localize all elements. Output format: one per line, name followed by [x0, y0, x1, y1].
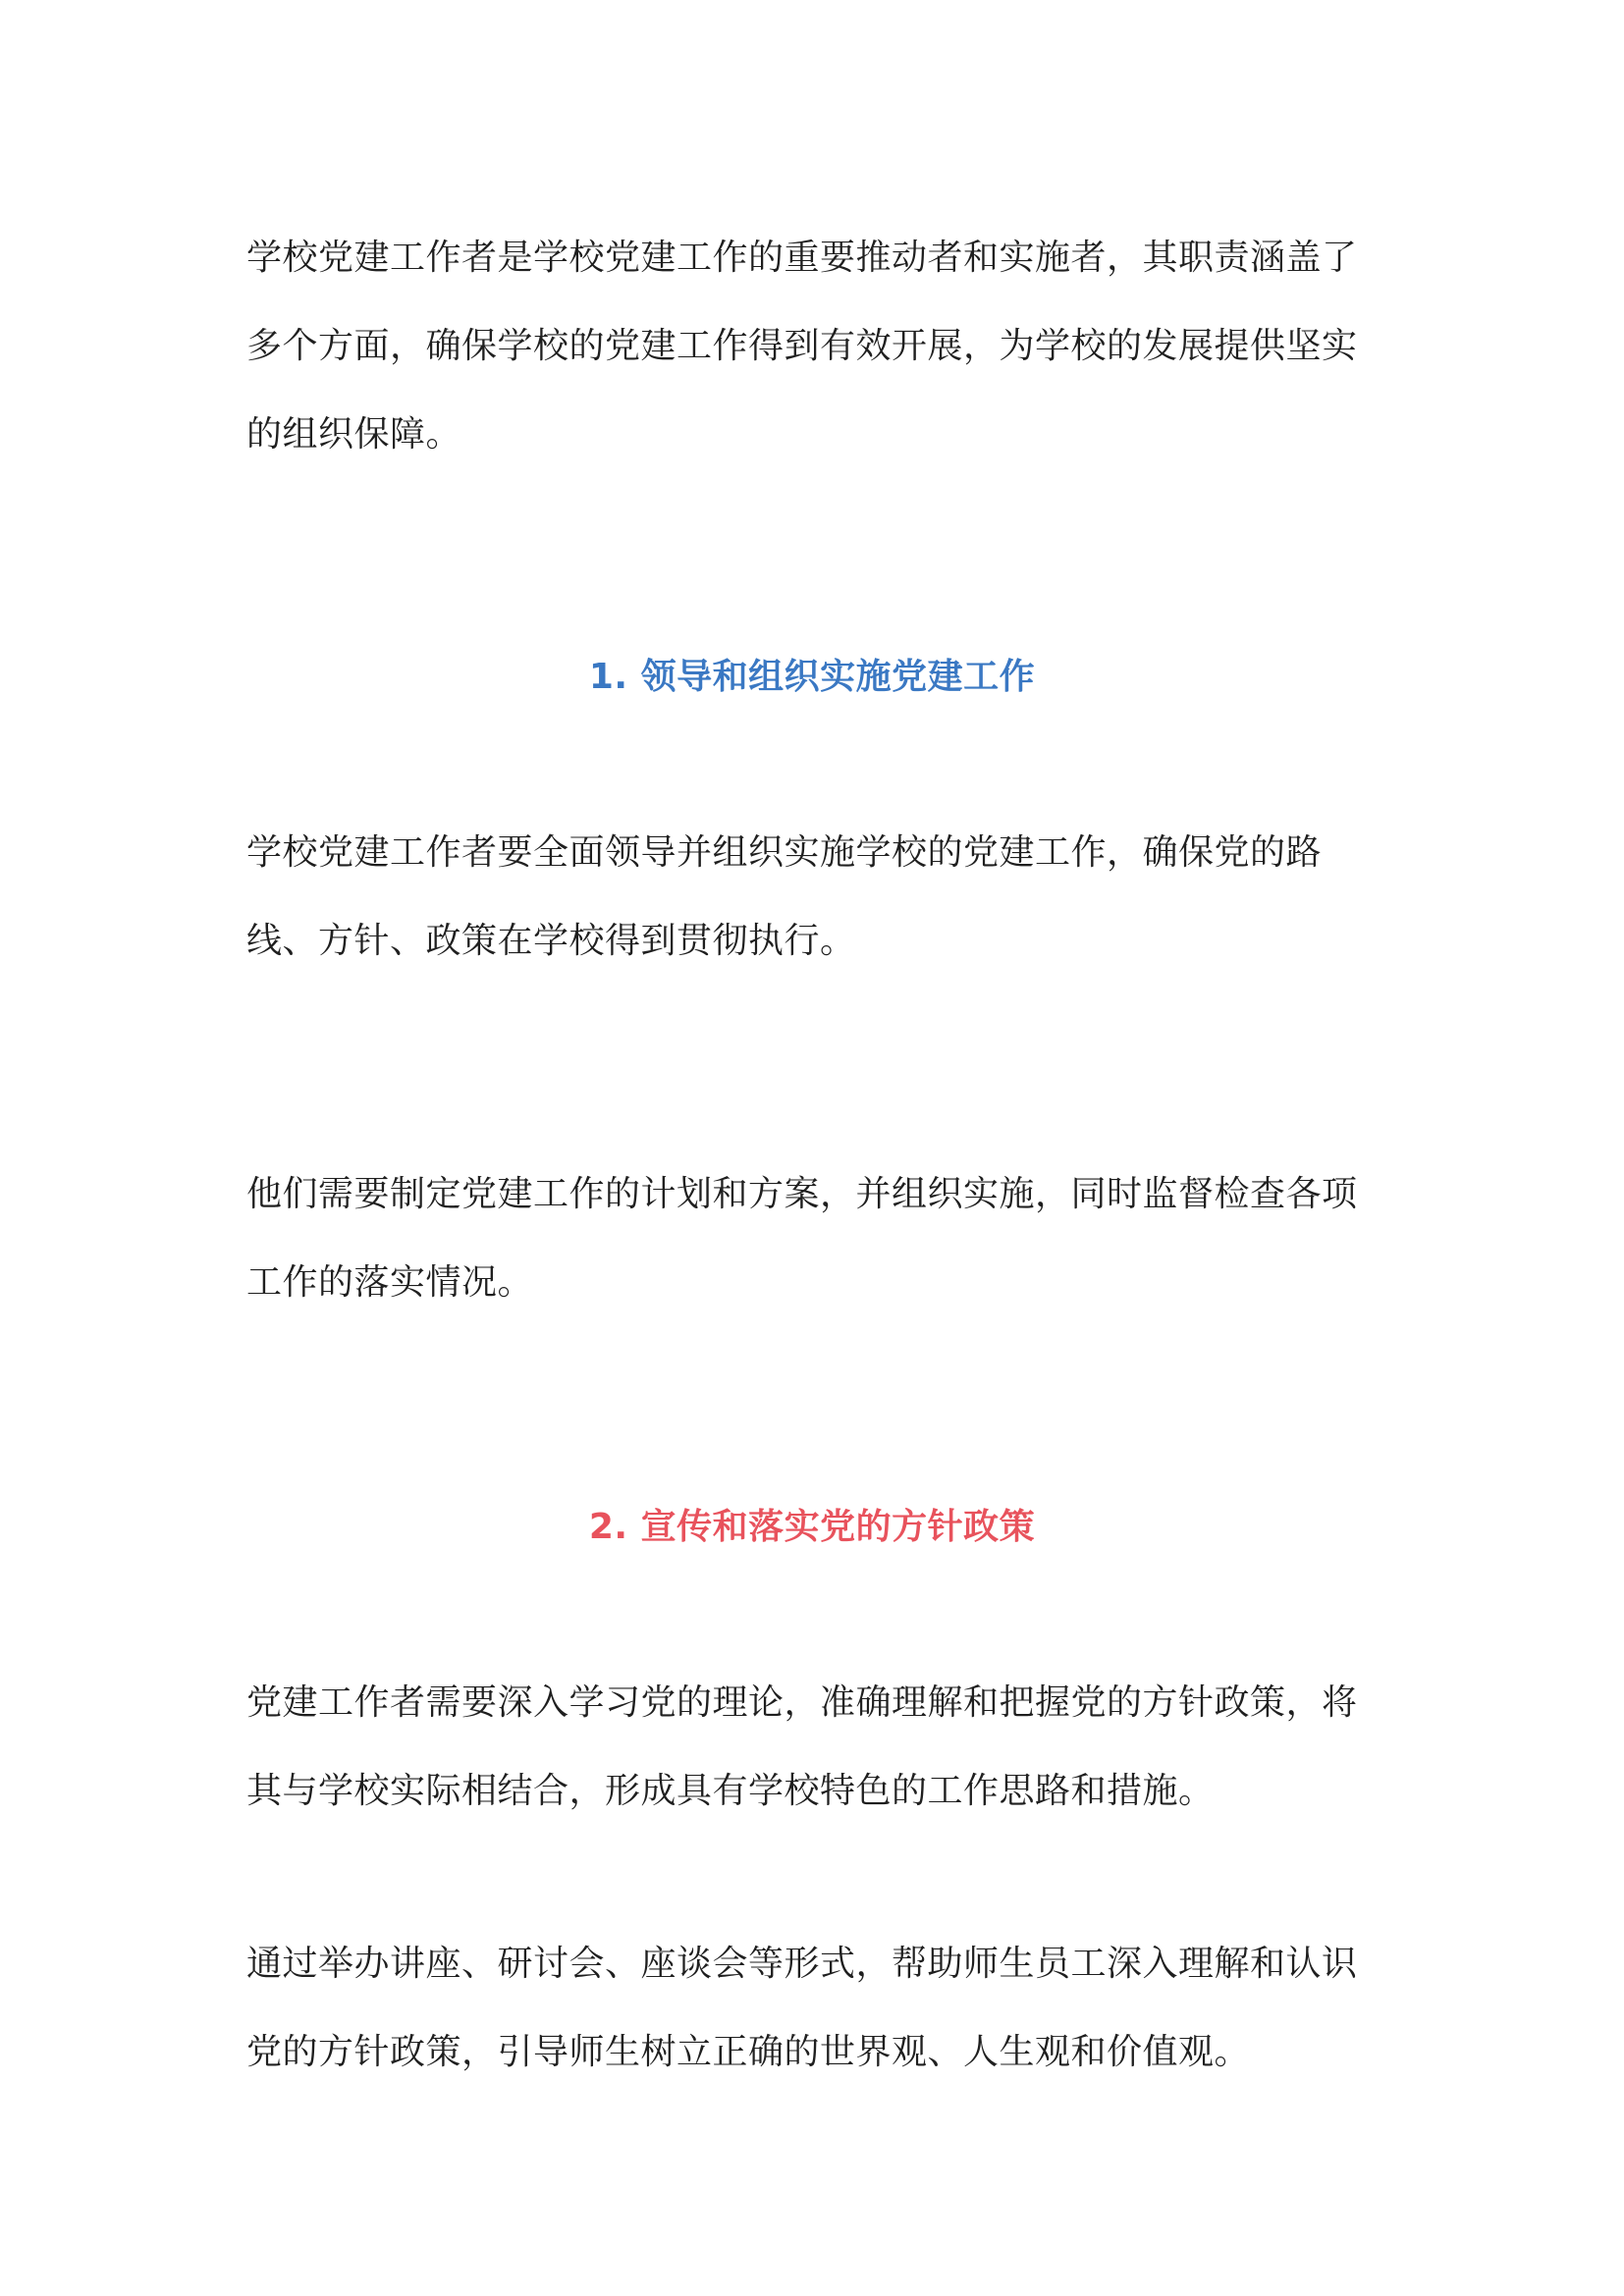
intro-paragraph: 学校党建工作者是学校党建工作的重要推动者和实施者，其职责涵盖了多个方面，确保学校的党建工作得到有效开展，为学校的发展提供坚实的组织保障。 — [246, 238, 1358, 454]
section-2-paragraph-1: 党建工作者需要深入学习党的理论，准确理解和把握党的方针政策，将其与学校实际相结合，形成具有学校特色的工作思路和措施。 — [246, 1682, 1358, 1811]
section-2-paragraph-2: 通过举办讲座、研讨会、座谈会等形式，帮助师生员工深入理解和认识党的方针政策，引导师生树立正确的世界观、人生观和价值观。 — [246, 1944, 1358, 2072]
section-1-paragraph-2: 他们需要制定党建工作的计划和方案，并组织实施，同时监督检查各项工作的落实情况。 — [246, 1174, 1358, 1303]
section-1-heading: 1. 领导和组织实施党建工作 — [588, 657, 1036, 697]
section-2-heading: 2. 宣传和落实党的方针政策 — [588, 1507, 1036, 1547]
section-1-paragraph-1: 学校党建工作者要全面领导并组织实施学校的党建工作，确保党的路线、方针、政策在学校得到贯彻执行。 — [246, 832, 1323, 961]
